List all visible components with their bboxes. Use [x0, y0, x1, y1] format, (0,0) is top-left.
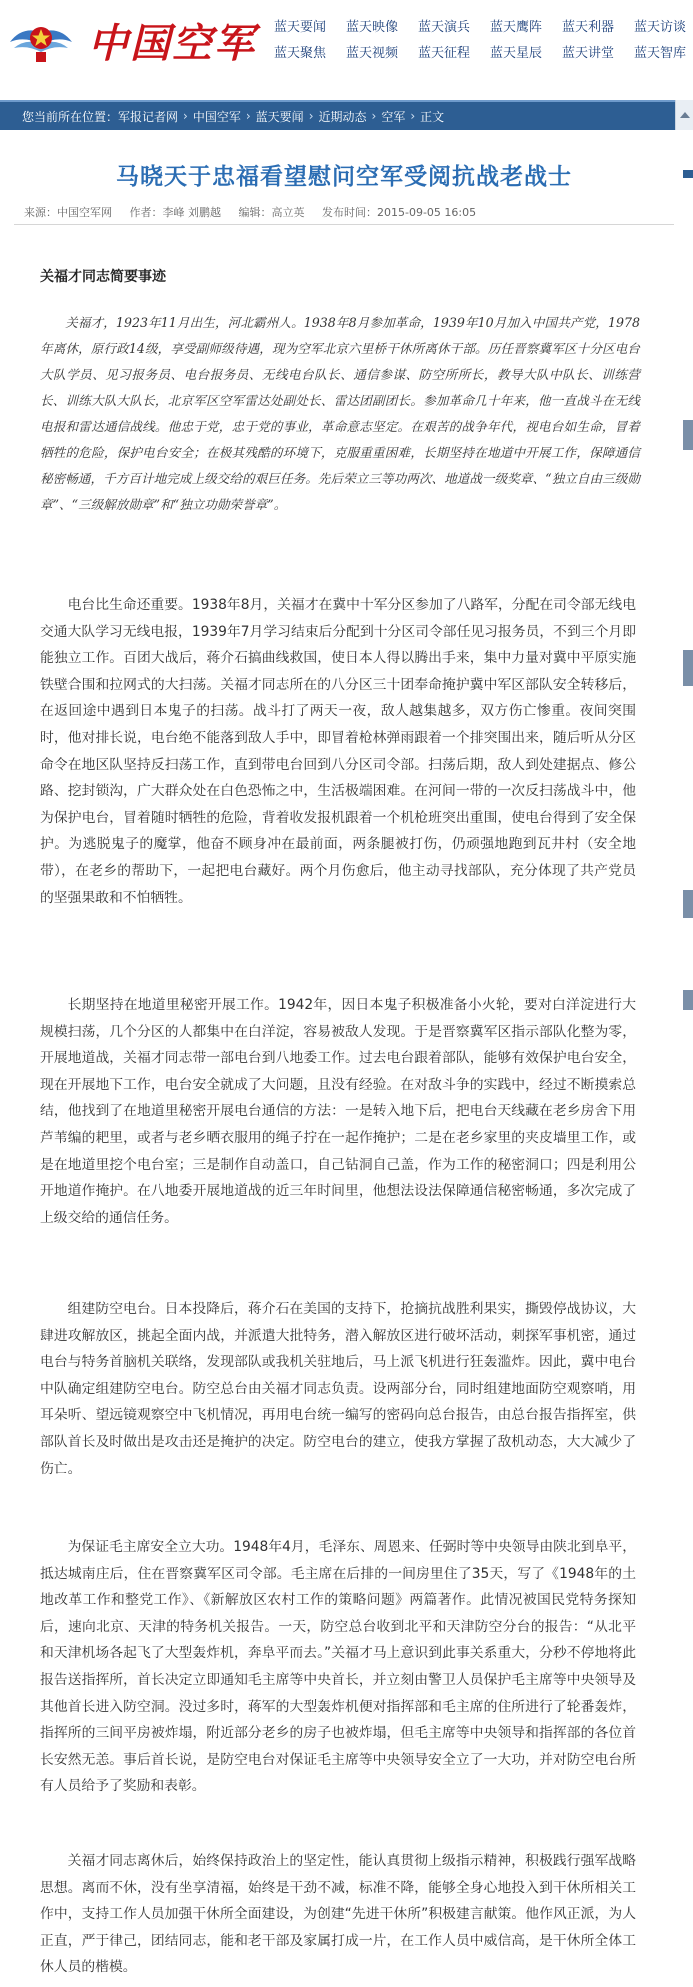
breadcrumb-prefix: 您当前所在位置： [22, 109, 119, 124]
article-paragraph: 长期坚持在地道里秘密开展工作。1942年，因日本鬼子积极准备小火轮，要对白洋淀进行大规模扫荡，几个分区的人都集中在白洋淀，容易被敌人发现。于是晋察冀军区指示部队化整为零，开展地道战，关福才同志带一部电台到八地委工作。过去电台跟着部队，能够有效保护电台安全，现在开展地下工作，电台安全就成了大问题，且没有经验。在对敌斗争的实践中，经过不断摸索总结，他找到了在地道里秘密开展电台通信的方法：一是转入地下后，把电台天线藏在老乡房舍下用芦苇编的耙里，或者与老乡晒衣服用的绳子拧在一起作掩护；二是在老乡家里的夹皮墙里工作，或是在地道里挖个电台室；三是制作自动盖口，自己钻洞自己盖，作为工作的秘密洞口；四是利用公开地道作掩护。在八地委开展地道战的近三年时间里，他想法设法保障通信秘密畅通，多次完成了上级交给的通信任务。 [40, 997, 636, 1226]
article-meta [24, 204, 476, 220]
section-title: 关福才同志简要事迹 [40, 269, 166, 285]
site-logo-text: 中国空军 [88, 20, 256, 67]
article-paragraph: 组建防空电台。日本投降后，蒋介石在美国的支持下，抢摘抗战胜利果实，撕毁停战协议，大肆进攻解放区，挑起全面内战，并派遣大批特务，潜入解放区进行破坏活动，刺探军事机密，通过电台与特务首脑机关联络，发现部队或我机关驻地后，马上派飞机进行狂轰滥炸。因此，冀中电台中队确定组建防空电台。防空总台由关福才同志负责。设两部分台，同时组建地面防空观察哨，用耳朵听、望远镜观察空中飞机情况，再用电台统一编写的密码向总台报告，由总台报告指挥室，供部队首长及时做出是攻击还是掩护的决定。防空电台的建立，使我方掌握了敌机动态，大大减少了伤亡。 [40, 1301, 636, 1477]
sidebar-thumbnail[interactable] [683, 990, 693, 1010]
nav-link-journey[interactable]: 蓝天征程 [418, 45, 471, 61]
nav-link-interviews[interactable]: 蓝天访谈 [634, 19, 687, 35]
air-force-emblem-icon [8, 12, 74, 66]
breadcrumb-item-site[interactable]: 军报记者网 [118, 109, 179, 124]
sidebar-thumbnail[interactable] [683, 420, 693, 450]
breadcrumb [0, 100, 693, 130]
breadcrumb-item-airforce[interactable]: 中国空军 [192, 109, 241, 124]
sidebar-thumbnail[interactable] [683, 890, 693, 918]
nav-link-images[interactable]: 蓝天映像 [346, 19, 399, 35]
article-author: 作者：李峰 刘鹏越 [129, 206, 221, 219]
sidebar-thumbnail[interactable] [683, 650, 693, 686]
nav-link-video[interactable]: 蓝天视频 [346, 45, 399, 61]
top-nav-row-1 [274, 12, 693, 38]
scroll-up-arrow-icon[interactable] [675, 100, 693, 130]
nav-link-thinktank[interactable]: 蓝天智库 [634, 45, 687, 61]
sidebar-header-bar [683, 170, 693, 178]
nav-link-news[interactable]: 蓝天要闻 [274, 19, 327, 35]
site-logo[interactable] [8, 8, 258, 68]
nav-link-focus[interactable]: 蓝天聚焦 [274, 45, 327, 61]
nav-link-stars[interactable]: 蓝天星辰 [490, 45, 543, 61]
right-sidebar-clipped [683, 130, 693, 1987]
article-editor: 编辑：高立英 [238, 206, 305, 219]
breadcrumb-item-news[interactable]: 蓝天要闻 [255, 109, 304, 124]
site-header [0, 0, 693, 100]
top-nav-row-2 [274, 38, 693, 64]
nav-link-formation[interactable]: 蓝天鹰阵 [490, 19, 543, 35]
article-paragraph: 为保证毛主席安全立大功。1948年4月，毛泽东、周恩来、任弼时等中央领导由陕北到阜平，抵达城南庄后，住在晋察冀军区司令部。毛主席在后排的一间房里住了35天，写了《1948年的土地改革工作和整党工作》、《新解放区农村工作的策略问题》两篇著作。此情况被国民党特务探知后，速向北京、天津的特务机关报告。一天，防空总台收到北平和天津防空分台的报告：“从北平和天津机场各起飞了大型轰炸机，奔阜平而去。”关福才马上意识到此事关系重大，分秒不停地将此报告送指挥所，首长决定立即通知毛主席等中央首长，并立刻由警卫人员保护毛主席等中央领导及其他首长进入防空洞。没过多时，蒋军的大型轰炸机便对指挥部和毛主席的住所进行了轮番轰炸，指挥所的三间平房被炸塌，附近部分老乡的房子也被炸塌，但毛主席等中央领导和指挥部的各位首长安然无恙。事后首长说，是防空电台对保证毛主席等中央领导安全立了一大功，并对防空电台所有人员给予了奖励和表彰。 [40, 1539, 636, 1795]
meta-divider [14, 224, 674, 225]
nav-link-lecture[interactable]: 蓝天讲堂 [562, 45, 615, 61]
article-publish-time: 发布时间：2015-09-05 16:05 [322, 206, 477, 219]
breadcrumb-item-current: 正文 [420, 109, 445, 124]
breadcrumb-separator: › [410, 109, 416, 123]
breadcrumb-separator: › [308, 109, 314, 123]
breadcrumb-separator: › [245, 109, 251, 123]
article-title: 马晓天于忠福看望慰问空军受阅抗战老战士 [116, 164, 572, 190]
article-paragraph: 关福才同志离休后，始终保持政治上的坚定性，能认真贯彻上级指示精神，积极践行强军战略思想。离而不休，没有坐享清福，始终是干劲不减，标准不降，能够全身心地投入到干休所相关工作中，支持工作人员加强干休所全面建设，为创建“先进干休所”积极建言献策。他作风正派，为人正直，严于律己，团结同志，能和老干部及家属打成一片，在工作人员中威信高，是干休所全体工休人员的楷模。 [40, 1853, 636, 1976]
breadcrumb-separator: › [183, 109, 188, 123]
article-source: 来源：中国空军网 [24, 206, 112, 219]
biography-paragraph: 关福才，1923年11月出生，河北霸州人。1938年8月参加革命，1939年10月加入中国共产党，1978年离休，原行政14级，享受副师级待遇，现为空军北京六里桥干休所离休干部。历任晋察冀军区十分区电台大队学员、见习报务员、电台报务员、无线电台队长、通信参谋、防空所所长，教导大队中队长、训练营长、训练大队大队长，北京军区空军雷达处副处长、雷达团副团长。参加革命几十年来，他一直战斗在无线电报和雷达通信战线。他忠于党，忠于党的事业，革命意志坚定。在艰苦的战争年代，视电台如生命，冒着牺牲的危险，保护电台安全；在极其残酷的环境下，克服重重困难，长期坚持在地道中开展工作，保障通信秘密畅通，千方百计地完成上级交给的艰巨任务。先后荣立三等功两次、地道战一级奖章、“独立自由三级勋章”、“三级解放勋章”和“独立功勋荣誉章”。 [40, 315, 640, 512]
top-navigation [274, 12, 693, 64]
breadcrumb-item-recent[interactable]: 近期动态 [318, 109, 367, 124]
nav-link-weapons[interactable]: 蓝天利器 [562, 19, 615, 35]
breadcrumb-item-category[interactable]: 空军 [381, 109, 406, 124]
nav-link-drills[interactable]: 蓝天演兵 [418, 19, 471, 35]
breadcrumb-separator: › [371, 109, 377, 123]
article-paragraph: 电台比生命还重要。1938年8月，关福才在冀中十军分区参加了八路军，分配在司令部无线电交通大队学习无线电报，1939年7月学习结束后分配到十分区司令部任见习报务员，不到三个月即能独立工作。百团大战后，蒋介石搞曲线救国，使日本人得以腾出手来，集中力量对冀中平原实施铁壁合围和拉网式的大扫荡。关福才同志所在的八分区三十团奉命掩护冀中军区部队安全转移后，在返回途中遇到日本鬼子的扫荡。战斗打了两天一夜，敌人越集越多，双方伤亡惨重。夜间突围时，他对排长说，电台绝不能落到敌人手中，即冒着枪林弹雨跟着一个排突围出来，随后听从分区命令在地区队坚持反扫荡工作，直到带电台回到八分区司令部。扫荡后期，敌人到处建据点、修公路、挖封锁沟，广大群众处在白色恐怖之中，生活极端困难。在河间一带的一次反扫荡战斗中，他为保护电台，冒着随时牺牲的危险，背着收发报机跟着一个机枪班突出重围，使电台得到了安全保护。为逃脱鬼子的魔掌，他奋不顾身冲在最前面，两条腿被打伤，仍顽强地跑到瓦井村（安全地带），在老乡的帮助下，一起把电台藏好。两个月伤愈后，他主动寻找部队，充分体现了共产党员的坚强果敢和不怕牺牲。 [40, 597, 636, 906]
